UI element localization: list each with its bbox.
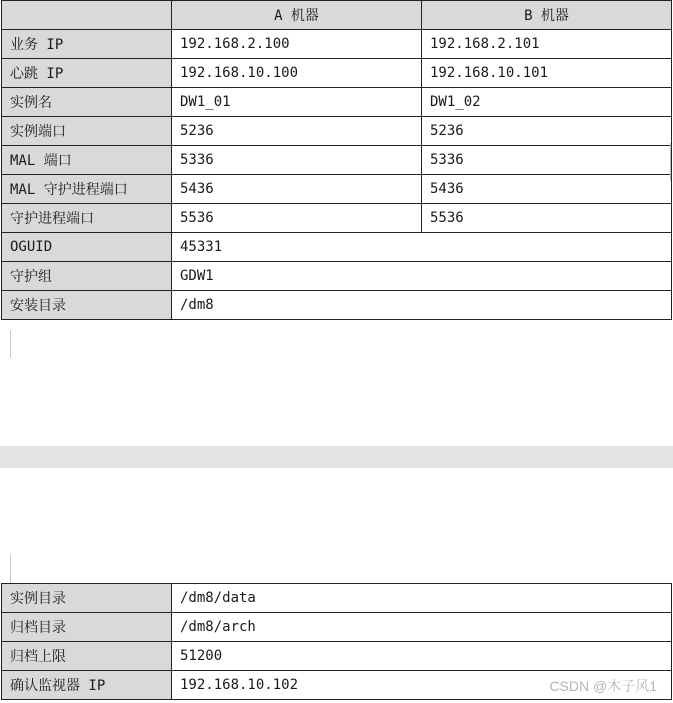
table-row: [2, 59, 672, 88]
page-edge-mark: [670, 143, 671, 181]
header-machine-b: B 机器: [422, 1, 672, 30]
text-cursor-mark: [10, 330, 11, 358]
cell-machine-b: 192.168.2.101: [422, 30, 672, 59]
row-label: 归档上限: [2, 642, 172, 671]
row-label: 守护组: [2, 262, 172, 291]
cell-machine-a: 5436: [172, 175, 422, 204]
cell-value: 51200: [172, 642, 672, 671]
cell-machine-b: 5436: [422, 175, 672, 204]
header-empty-cell: [2, 1, 172, 30]
cell-machine-a: 5536: [172, 204, 422, 233]
table-row: [2, 233, 672, 262]
table-row: [2, 88, 672, 117]
cell-machine-b: 5236: [422, 117, 672, 146]
table-row: [2, 30, 672, 59]
table-row: [2, 175, 672, 204]
cell-value: /dm8/data: [172, 584, 672, 613]
row-label: 实例端口: [2, 117, 172, 146]
row-label: 归档目录: [2, 613, 172, 642]
row-label: 实例名: [2, 88, 172, 117]
row-label: 守护进程端口: [2, 204, 172, 233]
cell-machine-b: 5336: [422, 146, 672, 175]
cell-value: /dm8/arch: [172, 613, 672, 642]
page-break-gap: [0, 446, 673, 468]
table-row: [2, 204, 672, 233]
csdn-watermark: CSDN @木子风1: [549, 678, 657, 694]
row-label: MAL 守护进程端口: [2, 175, 172, 204]
table-row: [2, 613, 672, 642]
cell-shared-value: /dm8: [172, 291, 672, 320]
table-row: [2, 117, 672, 146]
row-label: 确认监视器 IP: [2, 671, 172, 700]
cell-machine-a: 192.168.2.100: [172, 30, 422, 59]
cell-machine-b: 5536: [422, 204, 672, 233]
row-label: OGUID: [2, 233, 172, 262]
cell-shared-value: 45331: [172, 233, 672, 262]
row-label: 心跳 IP: [2, 59, 172, 88]
row-label: 业务 IP: [2, 30, 172, 59]
table-header-row: [2, 1, 672, 30]
cell-value: 192.168.10.102: [172, 671, 672, 700]
row-label: MAL 端口: [2, 146, 172, 175]
table-row: [2, 262, 672, 291]
table-row: [2, 584, 672, 613]
header-machine-a: A 机器: [172, 1, 422, 30]
table-row: [2, 146, 672, 175]
cell-machine-a: 5236: [172, 117, 422, 146]
row-label: 安装目录: [2, 291, 172, 320]
text-cursor-mark: [10, 555, 11, 583]
config-table-machines: [1, 0, 672, 320]
cell-machine-b: DW1_02: [422, 88, 672, 117]
cell-machine-a: 5336: [172, 146, 422, 175]
cell-shared-value: GDW1: [172, 262, 672, 291]
cell-machine-a: DW1_01: [172, 88, 422, 117]
cell-machine-a: 192.168.10.100: [172, 59, 422, 88]
table-row: [2, 291, 672, 320]
table-row: [2, 642, 672, 671]
row-label: 实例目录: [2, 584, 172, 613]
cell-machine-b: 192.168.10.101: [422, 59, 672, 88]
